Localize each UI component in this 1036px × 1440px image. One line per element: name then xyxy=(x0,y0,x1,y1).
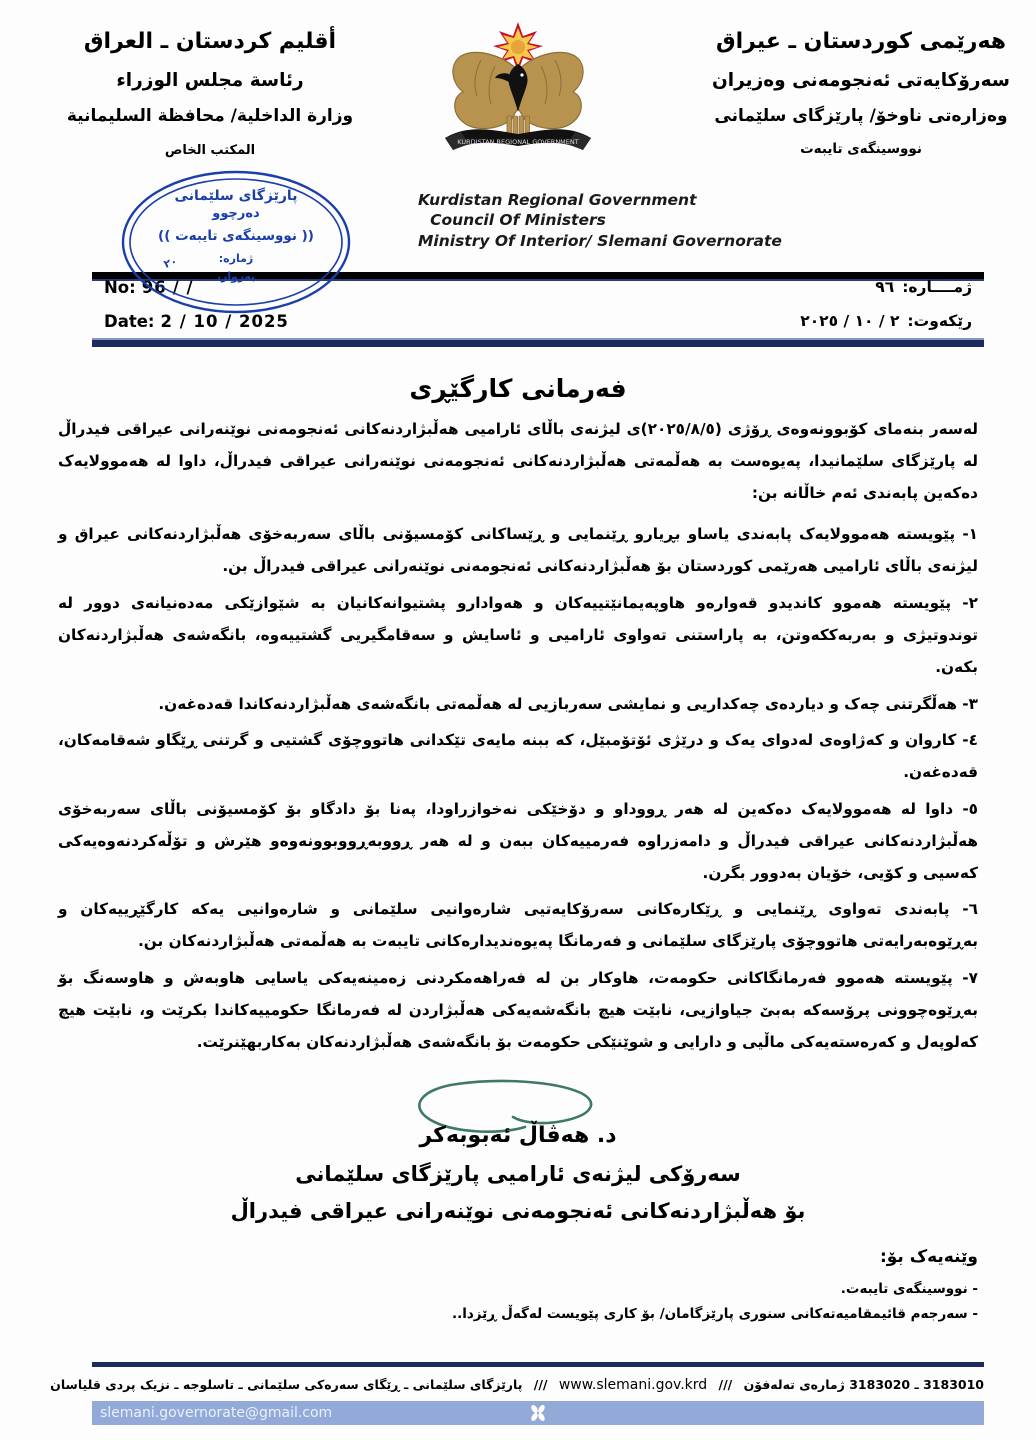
document-header xyxy=(0,0,1036,283)
footer-phone-value: 3183010 ـ 3183020 xyxy=(849,1377,984,1392)
clause-7-number: ٧- xyxy=(962,969,978,987)
clause-1-text: پێویستە هەموولایەک پابەندی یاساو بڕیارو ڕێنمایی و ڕێساکانی کۆمسیۆنی باڵای سەربەخۆی هەڵبژاردنەکانی عیراق و لیژنەی باڵای ئارامیی هەرێمی کوردستان بۆ هەڵبژاردنەکانی ئەنجومەنی نوێنەرانی عیراقی فیدراڵ بن. xyxy=(58,525,978,576)
document-meta xyxy=(0,278,1036,338)
meta-no-label: No: xyxy=(104,278,136,297)
header-ku-line3: وەزارەتی ناوخۆ/ پارێزگای سلێمانی xyxy=(714,105,1008,126)
signature-block xyxy=(0,1075,1036,1227)
signatory-name: د. هەڤاڵ ئەبوبەکر xyxy=(419,1123,617,1148)
copy-to-item-1: - نووسینگەی تایبەت. xyxy=(840,1281,978,1297)
copy-to-title: وێنەیەک بۆ: xyxy=(879,1247,978,1267)
clause-2-text: پێویستە هەموو کاندیدو قەوارەو هاوپەیمانێتییەکان و هەوادارو پشتیوانەکانیان بە شێوازێکی مەدەنیانەی دوور لە توندوتیژی و بەربەککەوتن، بە پاراستنی تەواوی ئارامیی و ئاسایش و سەقامگیریی گشتییەوە، بانگەشەی هەڵبژاردنەکان بکەن. xyxy=(58,594,978,676)
footer-contact-line xyxy=(50,1372,984,1398)
signatory-role-line1: سەرۆکی لیژنەی ئارامیی پارێزگای سلێمانی xyxy=(295,1162,741,1186)
clause-6-number: ٦- xyxy=(962,900,978,919)
lead-paragraph: لەسەر بنەمای کۆبوونەوەی ڕۆژی (٢٠٢٥/٨/٥)ی لیژنەی باڵای ئارامیی هەڵبژاردنەکانی ئەنجومەنی نوێنەرانی عیراقی فیدراڵ لە پارێزگای سلێمانیدا، پەیوەست بە هەڵمەتی هەڵبژاردنەکانی ئەنجومەنی نوێنەرانی عیراقی فیدراڵ، داوا لە هەموولایەک دەکەین پابەندی ئەم خاڵانە بن: xyxy=(58,420,978,502)
clause-7-text: پێویستە هەموو فەرمانگاکانی حکومەت، هاوکار بن لە فەراهەمکردنی زەمینەیەکی یاسایی هاوبەش و هاوسەنگ بۆ بەڕێوەچوونی پرۆسەکە بەبێ جیاوازیی، نابێت هیچ بانگەشەیەکی هەڵبژاردن لە فەرمانگا حکومییەکاندا بکرێت و، نابێت هیچ کەلوپەل و کەرەستەیەکی ماڵیی و دارایی و شوێنێکی حکومەت بۆ بانگەشەی هەڵبژاردنەکان بەکاربهێنرێت. xyxy=(58,969,978,1051)
footer-email[interactable]: slemani.governorate@gmail.com xyxy=(100,1405,333,1421)
header-ku-line4: نووسینگەی تایبەت xyxy=(800,140,922,157)
clause-5-text: داوا لە هەموولایەک دەکەین لە هەر ڕووداو و دۆخێکی نەخوازراودا، پەنا بۆ دادگاو بۆ کۆمسیۆنی باڵای سەربەخۆی هەڵبژاردنەکانی عیراقی فیدراڵ و دامەزراوە فەرمییەکان ببەن و لە هەر ڕووبەڕووبوونەوەو هێرش و تۆڵەکردنەوەیەکی کەسیی و کۆیی، خۆیان بەدوور بگرن. xyxy=(58,799,978,882)
copy-to-section xyxy=(452,1247,978,1327)
emblem-block xyxy=(418,8,782,251)
document-title: فەرمانی کارگێڕی xyxy=(409,374,627,403)
footer-phone-label: ژمارەی تەلەفۆن xyxy=(743,1377,845,1392)
header-en-line3: Ministry Of Interior/ Slemani Governorate xyxy=(418,231,782,250)
header-ar-line2: رئاسة مجلس الوزراء xyxy=(116,69,304,91)
clause-5-number: ٥- xyxy=(962,799,979,818)
clause-4-number: ٤- xyxy=(962,731,978,750)
header-en-line1: Kurdistan Regional Government xyxy=(418,191,697,209)
clause-5 xyxy=(58,794,978,889)
clause-7 xyxy=(58,963,978,1058)
meta-english xyxy=(104,280,289,330)
clause-2-number: ٢- xyxy=(962,594,978,613)
header-arabic-column xyxy=(45,28,375,160)
header-ku-line1: هەرێمی کوردستان ـ عیراق xyxy=(715,29,1007,54)
meta-date-label: Date: xyxy=(104,311,155,331)
meta-no-value: 96 xyxy=(141,278,167,297)
stamp-line1: پارێزگای سلێمانی xyxy=(174,188,298,204)
clause-4 xyxy=(58,725,978,789)
footer-separator-2: /// xyxy=(533,1377,548,1392)
footer-divider xyxy=(92,1362,984,1367)
meta-zhmare-value: ٩٦ xyxy=(875,278,895,296)
meta-date-value: 2 / 10 / 2025 xyxy=(160,311,289,331)
meta-rekewt-row xyxy=(800,311,972,330)
footer-address: پارێزگای سلێمانی ـ ڕێگای سەرەکی سلێمانی ـ تاسلوجە ـ نزیک پردی قلیاسان xyxy=(50,1377,523,1392)
header-ar-line3: وزارة الداخلية/ محافظة السليمانية xyxy=(66,105,354,126)
meta-zhmare-label: ژمــــاره: xyxy=(902,278,972,296)
meta-rekewt-label: رێکەوت: xyxy=(907,311,972,330)
clause-1 xyxy=(58,519,978,583)
header-ar-line4: المكتب الخاص xyxy=(164,142,256,158)
meta-no-row xyxy=(104,280,289,297)
header-kurdish-column xyxy=(696,28,1026,158)
meta-rekewt-value: ٢ / ١٠ / ٢٠٢٥ xyxy=(800,311,900,330)
clause-6-text: پابەندی تەواوی ڕێنمایی و ڕێکارەکانی سەرۆکایەتیی شارەوانیی سلێمانی و شارەوانیی یەکە کارگێڕییەکان و بەڕێوەبەرایەتی هاتووچۆی پارێزگای سلێمانی و فەرمانگا پەیوەندیدارەکانی تایبەت بە هەڵمەتی هەڵبژاردنەکان بن. xyxy=(58,900,978,951)
svg-text:٢٠: ٢٠ xyxy=(162,254,179,272)
header-english-titles xyxy=(418,190,782,251)
document-body xyxy=(58,414,978,1063)
clause-6 xyxy=(58,894,978,958)
footer-email-bar xyxy=(92,1400,984,1425)
footer-separator-1: /// xyxy=(718,1377,733,1392)
footer-website[interactable]: www.slemani.gov.krd xyxy=(558,1377,708,1393)
flower-ornament-icon xyxy=(527,1402,549,1424)
header-ar-line1: أقليم كردستان ـ العراق xyxy=(83,29,337,54)
header-ku-line2: سەرۆکایەتی ئەنجومەنی وەزیران xyxy=(711,69,1010,91)
clause-2 xyxy=(58,588,978,683)
stamp-line5: بەروار، xyxy=(216,270,256,283)
meta-date-row xyxy=(104,311,289,331)
meta-zhmare-row xyxy=(800,280,972,296)
svg-text:KURDISTAN REGIONAL GOVERNMENT: KURDISTAN REGIONAL GOVERNMENT xyxy=(457,138,579,146)
stamp-line4: ژمارە: xyxy=(218,252,254,265)
clause-3 xyxy=(58,689,978,721)
kurdistan-regional-government-emblem-icon xyxy=(423,8,613,188)
clause-1-number: ١- xyxy=(962,525,979,544)
meta-kurdish xyxy=(800,280,972,329)
clause-4-text: کاروان و کەژاوەی لەدوای یەک و درێژی ئۆتۆمبێل، کە ببنە مایەی تێکدانی هاتووچۆی گشتیی و گرتنی ڕێگاو شەقامەکان، قەدەغەن. xyxy=(58,731,978,782)
stamp-line2: دەرچوو xyxy=(212,206,260,221)
stamp-line3: (( نووسینگەی تایبەت )) xyxy=(158,228,314,244)
meta-no-extra: / / xyxy=(172,278,194,297)
clause-3-number: ٣- xyxy=(962,694,978,713)
header-divider-bottom xyxy=(92,338,984,347)
signatory-role-line2: بۆ هەڵبژاردنەکانی ئەنجومەنی نوێنەرانی عیراقی فیدراڵ xyxy=(230,1198,806,1223)
header-en-line2: Council Of Ministers xyxy=(430,211,606,230)
copy-to-item-2: - سەرجەم قائیمقامیەتەکانی سنوری پارێزگامان/ بۆ کاری پێویست لەگەڵ ڕێزدا.. xyxy=(451,1305,978,1322)
clause-3-text: هەڵگرتنی چەک و دیاردەی چەکداریی و نمایشی سەربازیی لە هەڵمەتی بانگەشەی هەڵبژاردنەکاندا قەدەغەن. xyxy=(158,694,957,713)
